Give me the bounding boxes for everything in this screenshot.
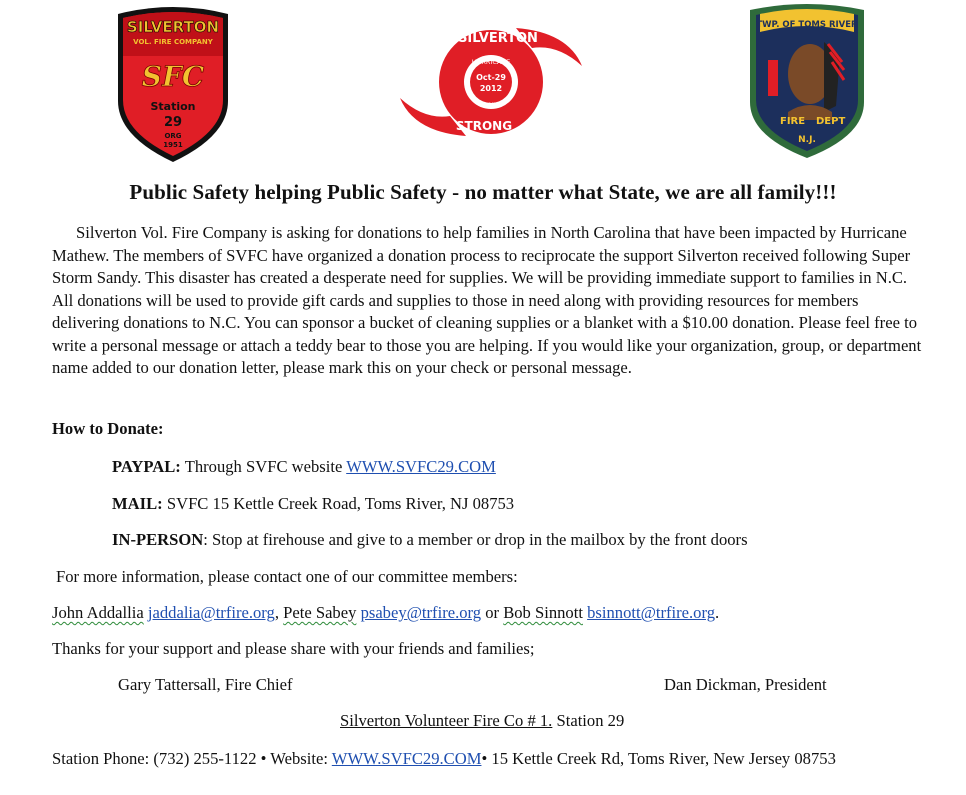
email-link-psabey[interactable]: psabey@trfire.org bbox=[360, 603, 482, 622]
contact-end: . bbox=[715, 603, 720, 622]
thanks-text: Thanks for your support and please share with your friends and families; bbox=[52, 639, 535, 658]
paypal-label: PAYPAL: bbox=[112, 457, 181, 476]
contact-separator: or bbox=[481, 603, 504, 622]
logo-header bbox=[0, 0, 966, 172]
footer-website-link[interactable]: WWW.SVFC29.COM bbox=[331, 749, 482, 768]
appeal-paragraph: Silverton Vol. Fire Company is asking for donations to help families in North Carolina that have been impacted by Hurricane Mathew. The members of SVFC have organized a donation process to reciprocate the support Silverton received following Super Storm Sandy. This disaster has created a desperate need for supplies. We will be providing immediate support to families in N.C. All donations will be used to provide gift cards and supplies to those in need along with providing resources for members delivering donations to N.C. You can sponsor a bucket of cleaning supplies or a blanket with a $10.00 donation. Please feel free to write a personal message or attach a teddy bear to those you are helping. If you would like your organization, group, or department name added to our donation letter, please mark this on your check or personal message. bbox=[52, 223, 922, 377]
mid-logo-year: 2012 bbox=[479, 84, 503, 93]
mail-line bbox=[112, 494, 514, 514]
right-logo-nj: N.J. bbox=[798, 135, 816, 145]
organization-station: Station 29 bbox=[552, 711, 625, 730]
organization-name: Silverton Volunteer Fire Co # 1. bbox=[340, 711, 553, 730]
silverton-fire-company-shield-logo bbox=[110, 6, 236, 166]
mid-logo-bottom: STRONG bbox=[455, 119, 513, 133]
signature-fire-chief: Gary Tattersall, Fire Chief bbox=[118, 675, 293, 694]
mid-logo-sandy: SANDY bbox=[479, 101, 503, 109]
more-info-text: For more information, please contact one of our committee members: bbox=[56, 567, 518, 586]
signature-president: Dan Dickman, President bbox=[664, 675, 827, 694]
toms-river-fire-dept-patch-logo bbox=[744, 2, 870, 162]
in-person-line bbox=[112, 530, 748, 550]
paypal-text: Through SVFC website bbox=[184, 457, 343, 476]
left-logo-org: ORG bbox=[164, 132, 182, 140]
left-logo-station: Station bbox=[150, 100, 196, 113]
in-person-text: : Stop at firehouse and give to a member or drop in the mailbox by the front doors bbox=[203, 530, 748, 549]
right-logo-fire: FIRE bbox=[780, 116, 806, 127]
in-person-label: IN-PERSON bbox=[112, 530, 204, 549]
mid-logo-top: SILVERTON bbox=[458, 31, 538, 46]
paypal-website-link[interactable]: WWW.SVFC29.COM bbox=[346, 457, 496, 476]
contact-name-sabey: Pete Sabey bbox=[283, 603, 357, 622]
right-logo-dept: DEPT bbox=[816, 116, 846, 127]
how-to-donate-heading bbox=[52, 419, 164, 439]
contact-name-sinnott: Bob Sinnott bbox=[503, 603, 583, 622]
contact-name-addallia: John Addallia bbox=[52, 603, 144, 622]
left-logo-line1: SILVERTON bbox=[126, 18, 220, 36]
paypal-line bbox=[112, 457, 496, 477]
how-to-donate-label: How to Donate: bbox=[52, 419, 164, 438]
footer-contact-line bbox=[52, 749, 836, 769]
left-logo-number: 29 bbox=[163, 115, 183, 130]
mail-label: MAIL: bbox=[112, 494, 163, 513]
mail-address: SVFC 15 Kettle Creek Road, Toms River, NJ 08753 bbox=[166, 494, 515, 513]
headline: Public Safety helping Public Safety - no matter what State, we are all family!!! bbox=[129, 180, 837, 204]
footer-address: • 15 Kettle Creek Rd, Toms River, New Jersey 08753 bbox=[481, 749, 836, 768]
mid-logo-date: Oct-29 bbox=[476, 73, 506, 82]
silverton-strong-hurricane-logo bbox=[398, 14, 584, 150]
committee-contacts bbox=[52, 603, 719, 623]
right-logo-top: TWP. OF TOMS RIVER bbox=[756, 20, 858, 30]
contact-separator: , bbox=[274, 603, 284, 622]
email-link-jaddalia[interactable]: jaddalia@trfire.org bbox=[147, 603, 275, 622]
left-logo-year: 1951 bbox=[163, 141, 183, 149]
left-logo-line2: VOL. FIRE COMPANY bbox=[133, 38, 213, 46]
organization-line bbox=[340, 711, 624, 731]
footer-phone: Station Phone: (732) 255-1122 • Website: bbox=[52, 749, 332, 768]
email-link-bsinnott[interactable]: bsinnott@trfire.org bbox=[587, 603, 715, 622]
mid-logo-hurricane: HURRICANE bbox=[471, 58, 511, 66]
left-logo-monogram: SFC bbox=[141, 60, 205, 93]
